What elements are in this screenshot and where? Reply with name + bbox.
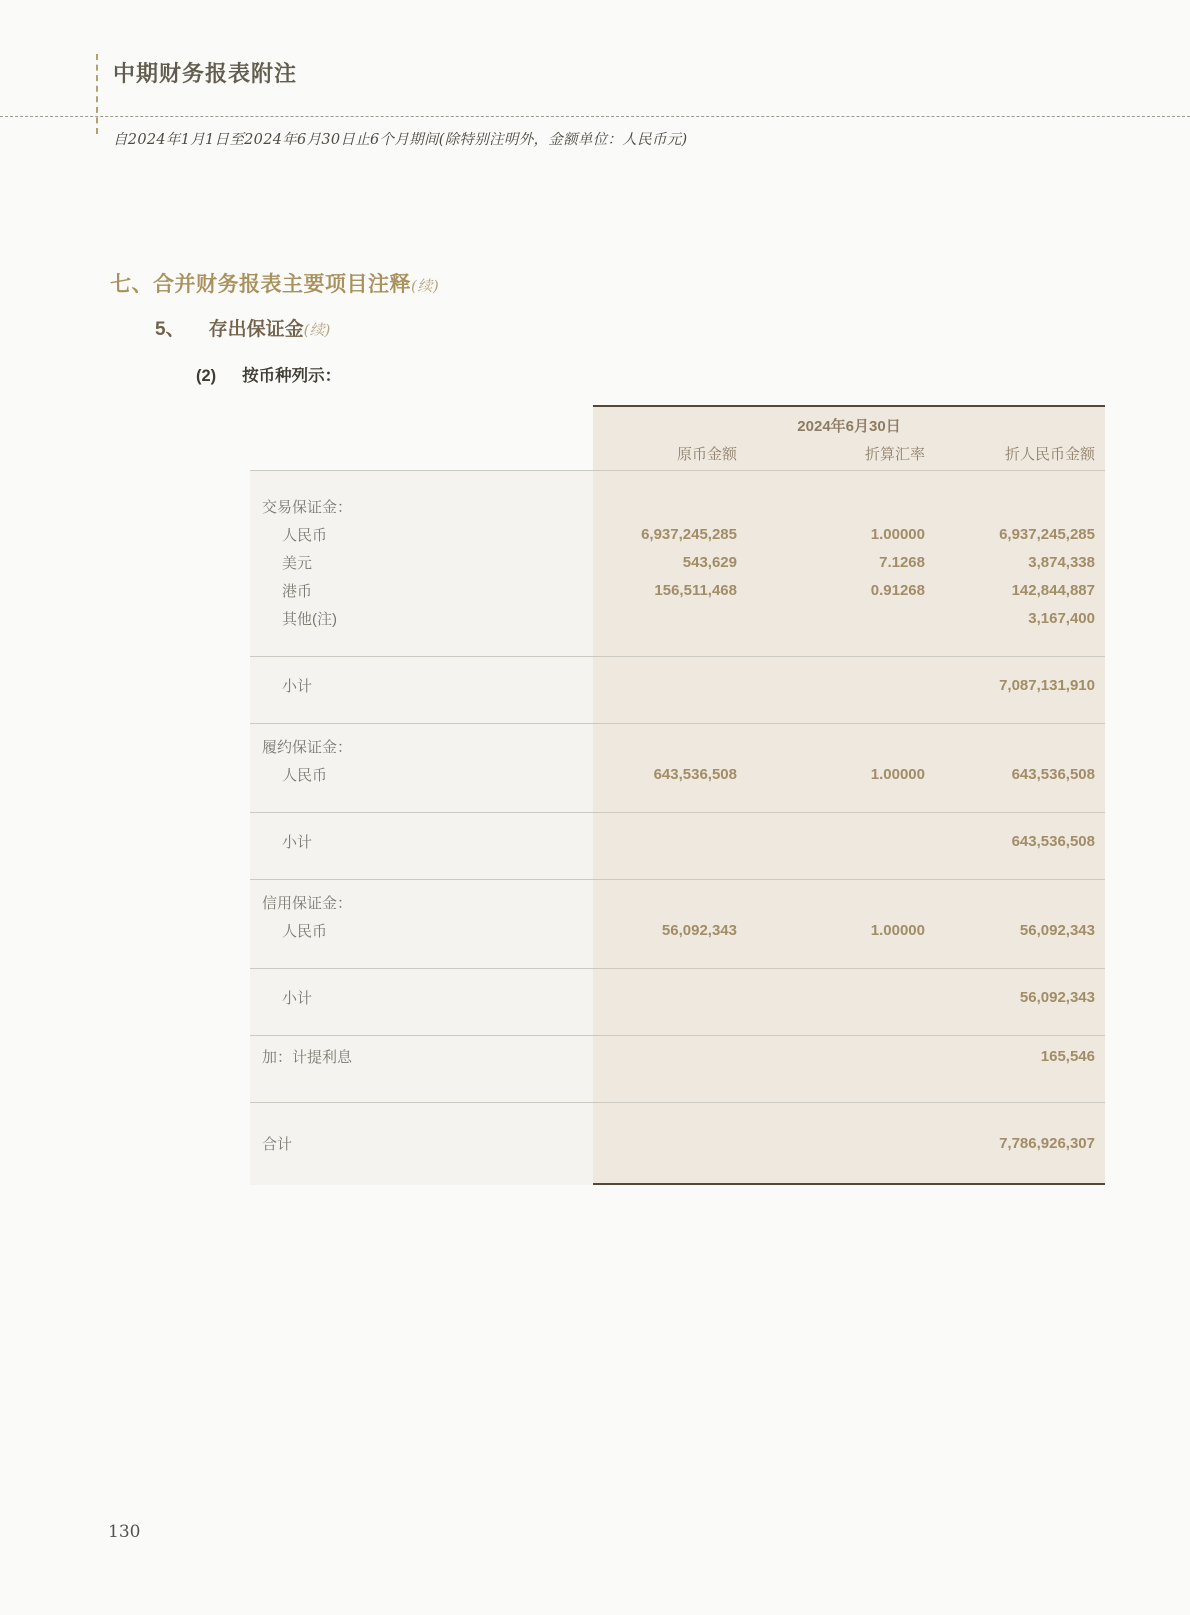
page-header-subtitle: 自2024年1月1日至2024年6月30日止6个月期间(除特别注明外，金额单位：人民币元) bbox=[113, 132, 688, 148]
exchange-rate-cell: 1.00000 bbox=[870, 921, 925, 939]
table-row bbox=[250, 983, 1105, 1011]
table-column-headers bbox=[250, 443, 1105, 464]
row-label-cell: 人民币 bbox=[282, 526, 328, 544]
table-row-rule bbox=[250, 812, 1105, 813]
table-row-rule bbox=[250, 656, 1105, 657]
cny-amount-cell: 7,087,131,910 bbox=[999, 676, 1095, 694]
original-amount-cell: 543,629 bbox=[682, 553, 737, 571]
table-row bbox=[250, 916, 1105, 944]
table-row bbox=[250, 520, 1105, 548]
cny-amount-cell: 142,844,887 bbox=[1011, 581, 1095, 599]
table-period-header: 2024年6月30日 bbox=[797, 418, 901, 435]
section-heading-suffix: (续) bbox=[411, 277, 440, 295]
subsection-number: 5、 bbox=[155, 319, 185, 340]
original-amount-cell: 156,511,468 bbox=[654, 581, 737, 599]
cny-amount-cell: 3,874,338 bbox=[1028, 553, 1095, 571]
section-heading-text: 七、合并财务报表主要项目注释 bbox=[110, 273, 411, 296]
page-header-title: 中期财务报表附注 bbox=[113, 61, 298, 87]
table-header bbox=[250, 405, 1105, 470]
table-row bbox=[250, 671, 1105, 699]
item-heading-text: 按币种列示： bbox=[242, 367, 342, 385]
cny-amount-cell: 6,937,245,285 bbox=[999, 525, 1095, 543]
original-amount-cell: 6,937,245,285 bbox=[641, 525, 737, 543]
table-row bbox=[250, 827, 1105, 855]
table-row-rule bbox=[250, 879, 1105, 880]
exchange-rate-cell: 0.91268 bbox=[870, 581, 925, 599]
row-label-cell: 人民币 bbox=[282, 766, 328, 784]
subsection-heading-text: 存出保证金 bbox=[208, 319, 304, 340]
row-label-cell: 履约保证金： bbox=[262, 738, 353, 756]
row-label-cell: 小计 bbox=[282, 833, 313, 851]
row-label-cell: 小计 bbox=[282, 677, 313, 695]
subsection-heading bbox=[155, 314, 330, 341]
cny-amount-cell: 56,092,343 bbox=[1019, 921, 1095, 939]
column-header-original-amount: 原币金额 bbox=[676, 446, 737, 463]
subsection-heading-suffix: (续) bbox=[303, 321, 331, 339]
row-label-cell: 合计 bbox=[262, 1135, 293, 1153]
row-label-cell: 加：计提利息 bbox=[262, 1048, 353, 1066]
item-number: (2) bbox=[196, 367, 217, 385]
row-label-cell: 美元 bbox=[282, 554, 313, 572]
cny-amount-cell: 7,786,926,307 bbox=[999, 1134, 1095, 1152]
table-top-rule bbox=[593, 405, 1105, 407]
table-row bbox=[250, 548, 1105, 576]
page-number: 130 bbox=[108, 1522, 141, 1542]
table-row bbox=[250, 760, 1105, 788]
row-label-cell: 交易保证金： bbox=[262, 498, 353, 516]
cny-amount-cell: 643,536,508 bbox=[1011, 832, 1095, 850]
table-row bbox=[250, 888, 1105, 916]
item-heading bbox=[196, 362, 341, 386]
cny-amount-cell: 643,536,508 bbox=[1011, 765, 1095, 783]
table-row bbox=[250, 1129, 1105, 1157]
table-row bbox=[250, 576, 1105, 604]
row-label-cell: 小计 bbox=[282, 989, 313, 1007]
section-heading bbox=[110, 268, 439, 298]
table-row bbox=[250, 492, 1105, 520]
cny-amount-cell: 56,092,343 bbox=[1019, 988, 1095, 1006]
column-header-exchange-rate: 折算汇率 bbox=[864, 446, 925, 463]
table-row bbox=[250, 604, 1105, 632]
currency-margin-table bbox=[250, 405, 1105, 1185]
table-row-rule bbox=[250, 1035, 1105, 1036]
row-label-cell: 港币 bbox=[282, 582, 313, 600]
exchange-rate-cell: 7.1268 bbox=[879, 553, 925, 571]
horizontal-dashed-divider bbox=[0, 116, 1190, 117]
exchange-rate-cell: 1.00000 bbox=[870, 765, 925, 783]
table-bottom-rule bbox=[593, 1183, 1105, 1185]
table-row bbox=[250, 732, 1105, 760]
exchange-rate-cell: 1.00000 bbox=[870, 525, 925, 543]
table-row bbox=[250, 1042, 1105, 1070]
table-header-rule bbox=[250, 470, 1105, 471]
table-row-rule bbox=[250, 968, 1105, 969]
column-header-cny-amount: 折人民币金额 bbox=[1004, 446, 1095, 463]
original-amount-cell: 643,536,508 bbox=[653, 765, 737, 783]
cny-amount-cell: 3,167,400 bbox=[1028, 609, 1095, 627]
row-label-cell: 其他(注) bbox=[282, 610, 337, 628]
table-body bbox=[250, 492, 1105, 1157]
cny-amount-cell: 165,546 bbox=[1040, 1047, 1095, 1065]
original-amount-cell: 56,092,343 bbox=[661, 921, 737, 939]
table-row-rule bbox=[250, 1102, 1105, 1103]
table-row-rule bbox=[250, 723, 1105, 724]
row-label-cell: 信用保证金： bbox=[262, 894, 353, 912]
row-label-cell: 人民币 bbox=[282, 922, 328, 940]
vertical-dashed-divider bbox=[96, 54, 98, 134]
